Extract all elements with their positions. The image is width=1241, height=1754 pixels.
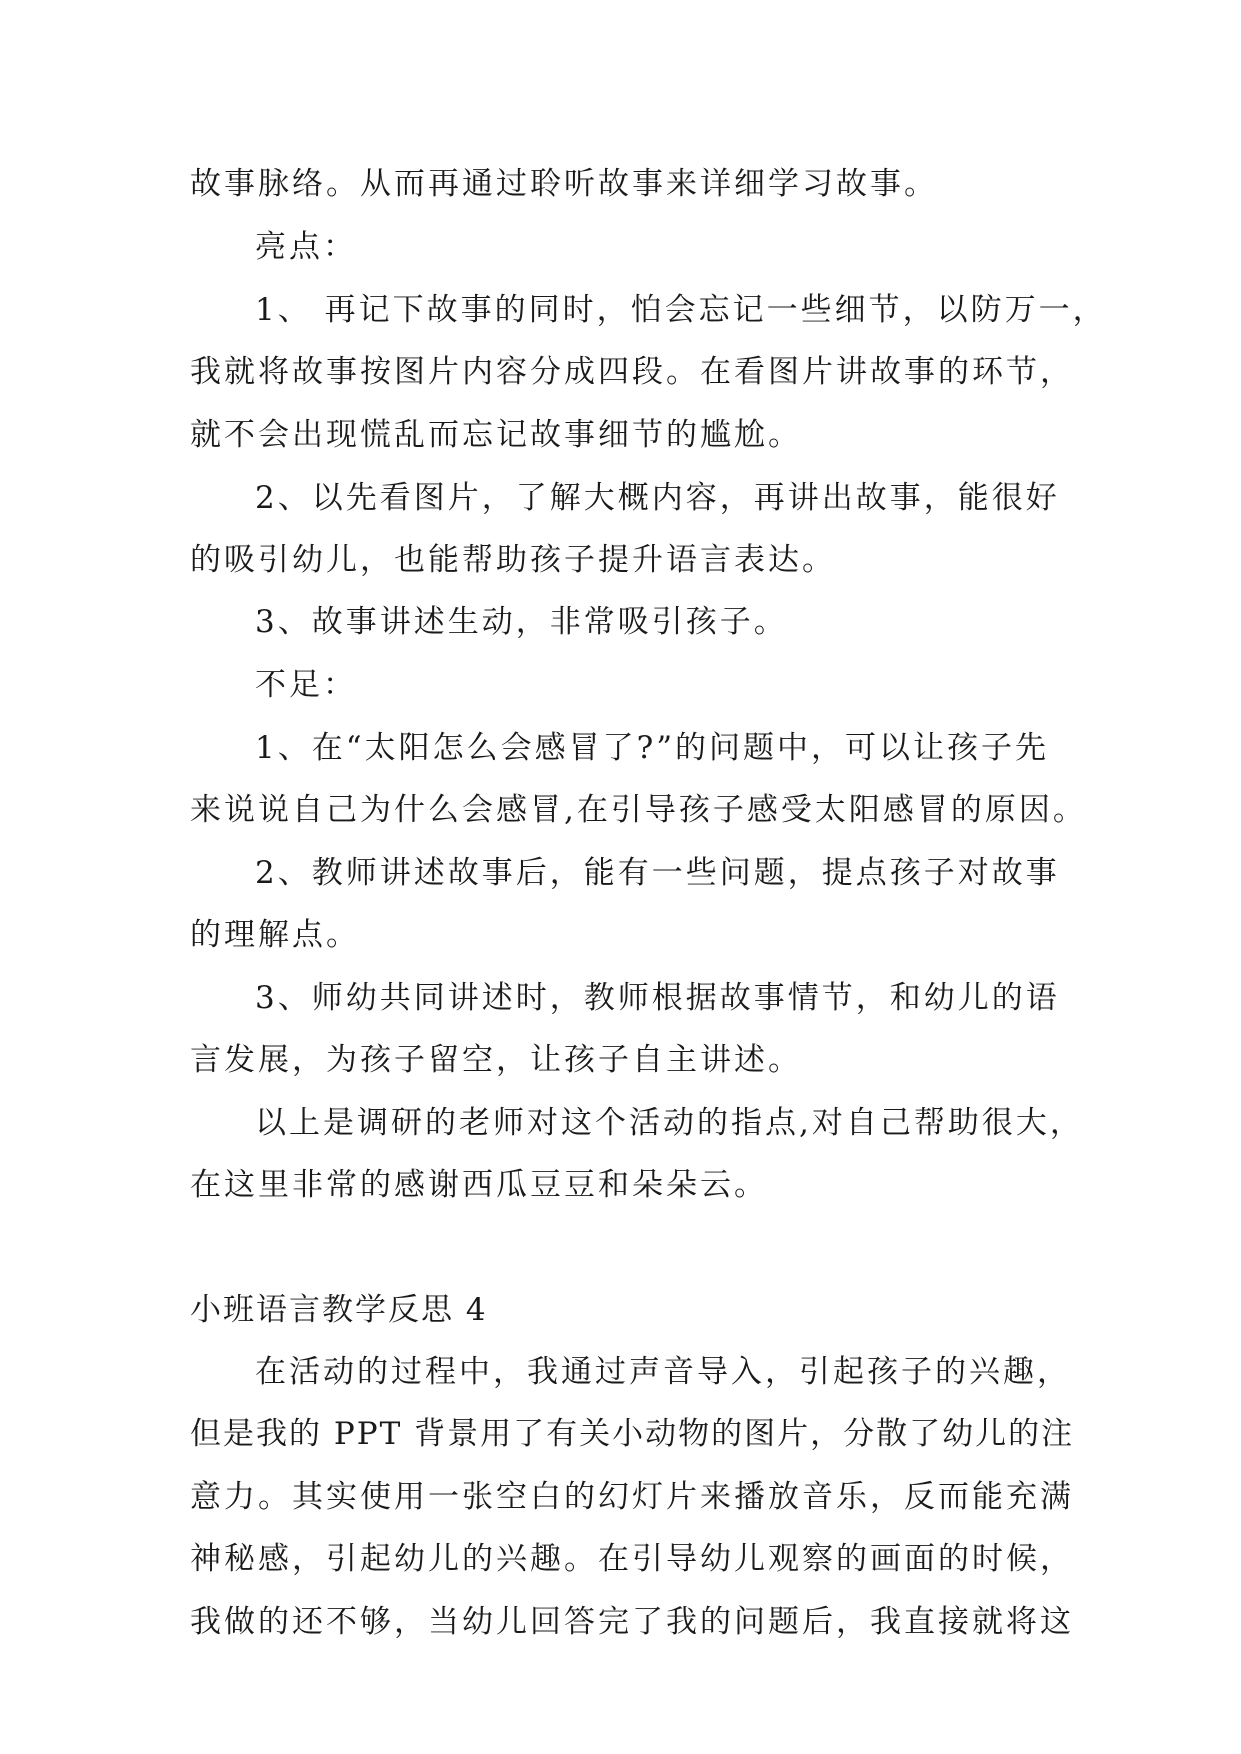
paragraph-line: 以上是调研的老师对这个活动的指点,对自己帮助很大， [255, 1105, 1084, 1141]
paragraph-line: 在这里非常的感谢西瓜豆豆和朵朵云。 [190, 1167, 768, 1203]
section-heading-highlights: 亮点： [255, 229, 357, 265]
paragraph-line: 就不会出现慌乱而忘记故事细节的尴尬。 [190, 417, 802, 453]
paragraph-line: 我做的还不够，当幼儿回答完了我的问题后，我直接就将这 [190, 1604, 1074, 1640]
document-section-title: 小班语言教学反思 4 [190, 1292, 488, 1328]
paragraph-line: 2、以先看图片，了解大概内容，再讲出故事，能很好 [255, 480, 1060, 516]
paragraph-line: 1、在“太阳怎么会感冒了?”的问题中，可以让孩子先 [255, 730, 1050, 766]
paragraph-line: 神秘感，引起幼儿的兴趣。在引导幼儿观察的画面的时候， [190, 1541, 1074, 1577]
paragraph-line: 3、故事讲述生动，非常吸引孩子。 [255, 604, 788, 640]
paragraph-line: 言发展，为孩子留空，让孩子自主讲述。 [190, 1042, 802, 1078]
paragraph-line: 来说说自己为什么会感冒,在引导孩子感受太阳感冒的原因。 [190, 792, 1087, 828]
paragraph-line: 故事脉络。从而再通过聆听故事来详细学习故事。 [190, 166, 938, 202]
paragraph-line: 的吸引幼儿，也能帮助孩子提升语言表达。 [190, 542, 836, 578]
paragraph-line: 但是我的 PPT 背景用了有关小动物的图片，分散了幼儿的注 [190, 1416, 1075, 1452]
paragraph-line: 意力。其实使用一张空白的幻灯片来播放音乐，反而能充满 [190, 1479, 1074, 1515]
paragraph-line: 1、 再记下故事的同时，怕会忘记一些细节，以防万一， [255, 292, 1107, 328]
paragraph-line: 的理解点。 [190, 917, 360, 953]
paragraph-line: 我就将故事按图片内容分成四段。在看图片讲故事的环节， [190, 354, 1074, 390]
paragraph-line: 3、师幼共同讲述时，教师根据故事情节，和幼儿的语 [255, 980, 1060, 1016]
paragraph-line: 2、教师讲述故事后，能有一些问题，提点孩子对故事 [255, 855, 1060, 891]
section-heading-shortcomings: 不足： [255, 667, 357, 703]
paragraph-line: 在活动的过程中，我通过声音导入，引起孩子的兴趣， [255, 1354, 1071, 1390]
